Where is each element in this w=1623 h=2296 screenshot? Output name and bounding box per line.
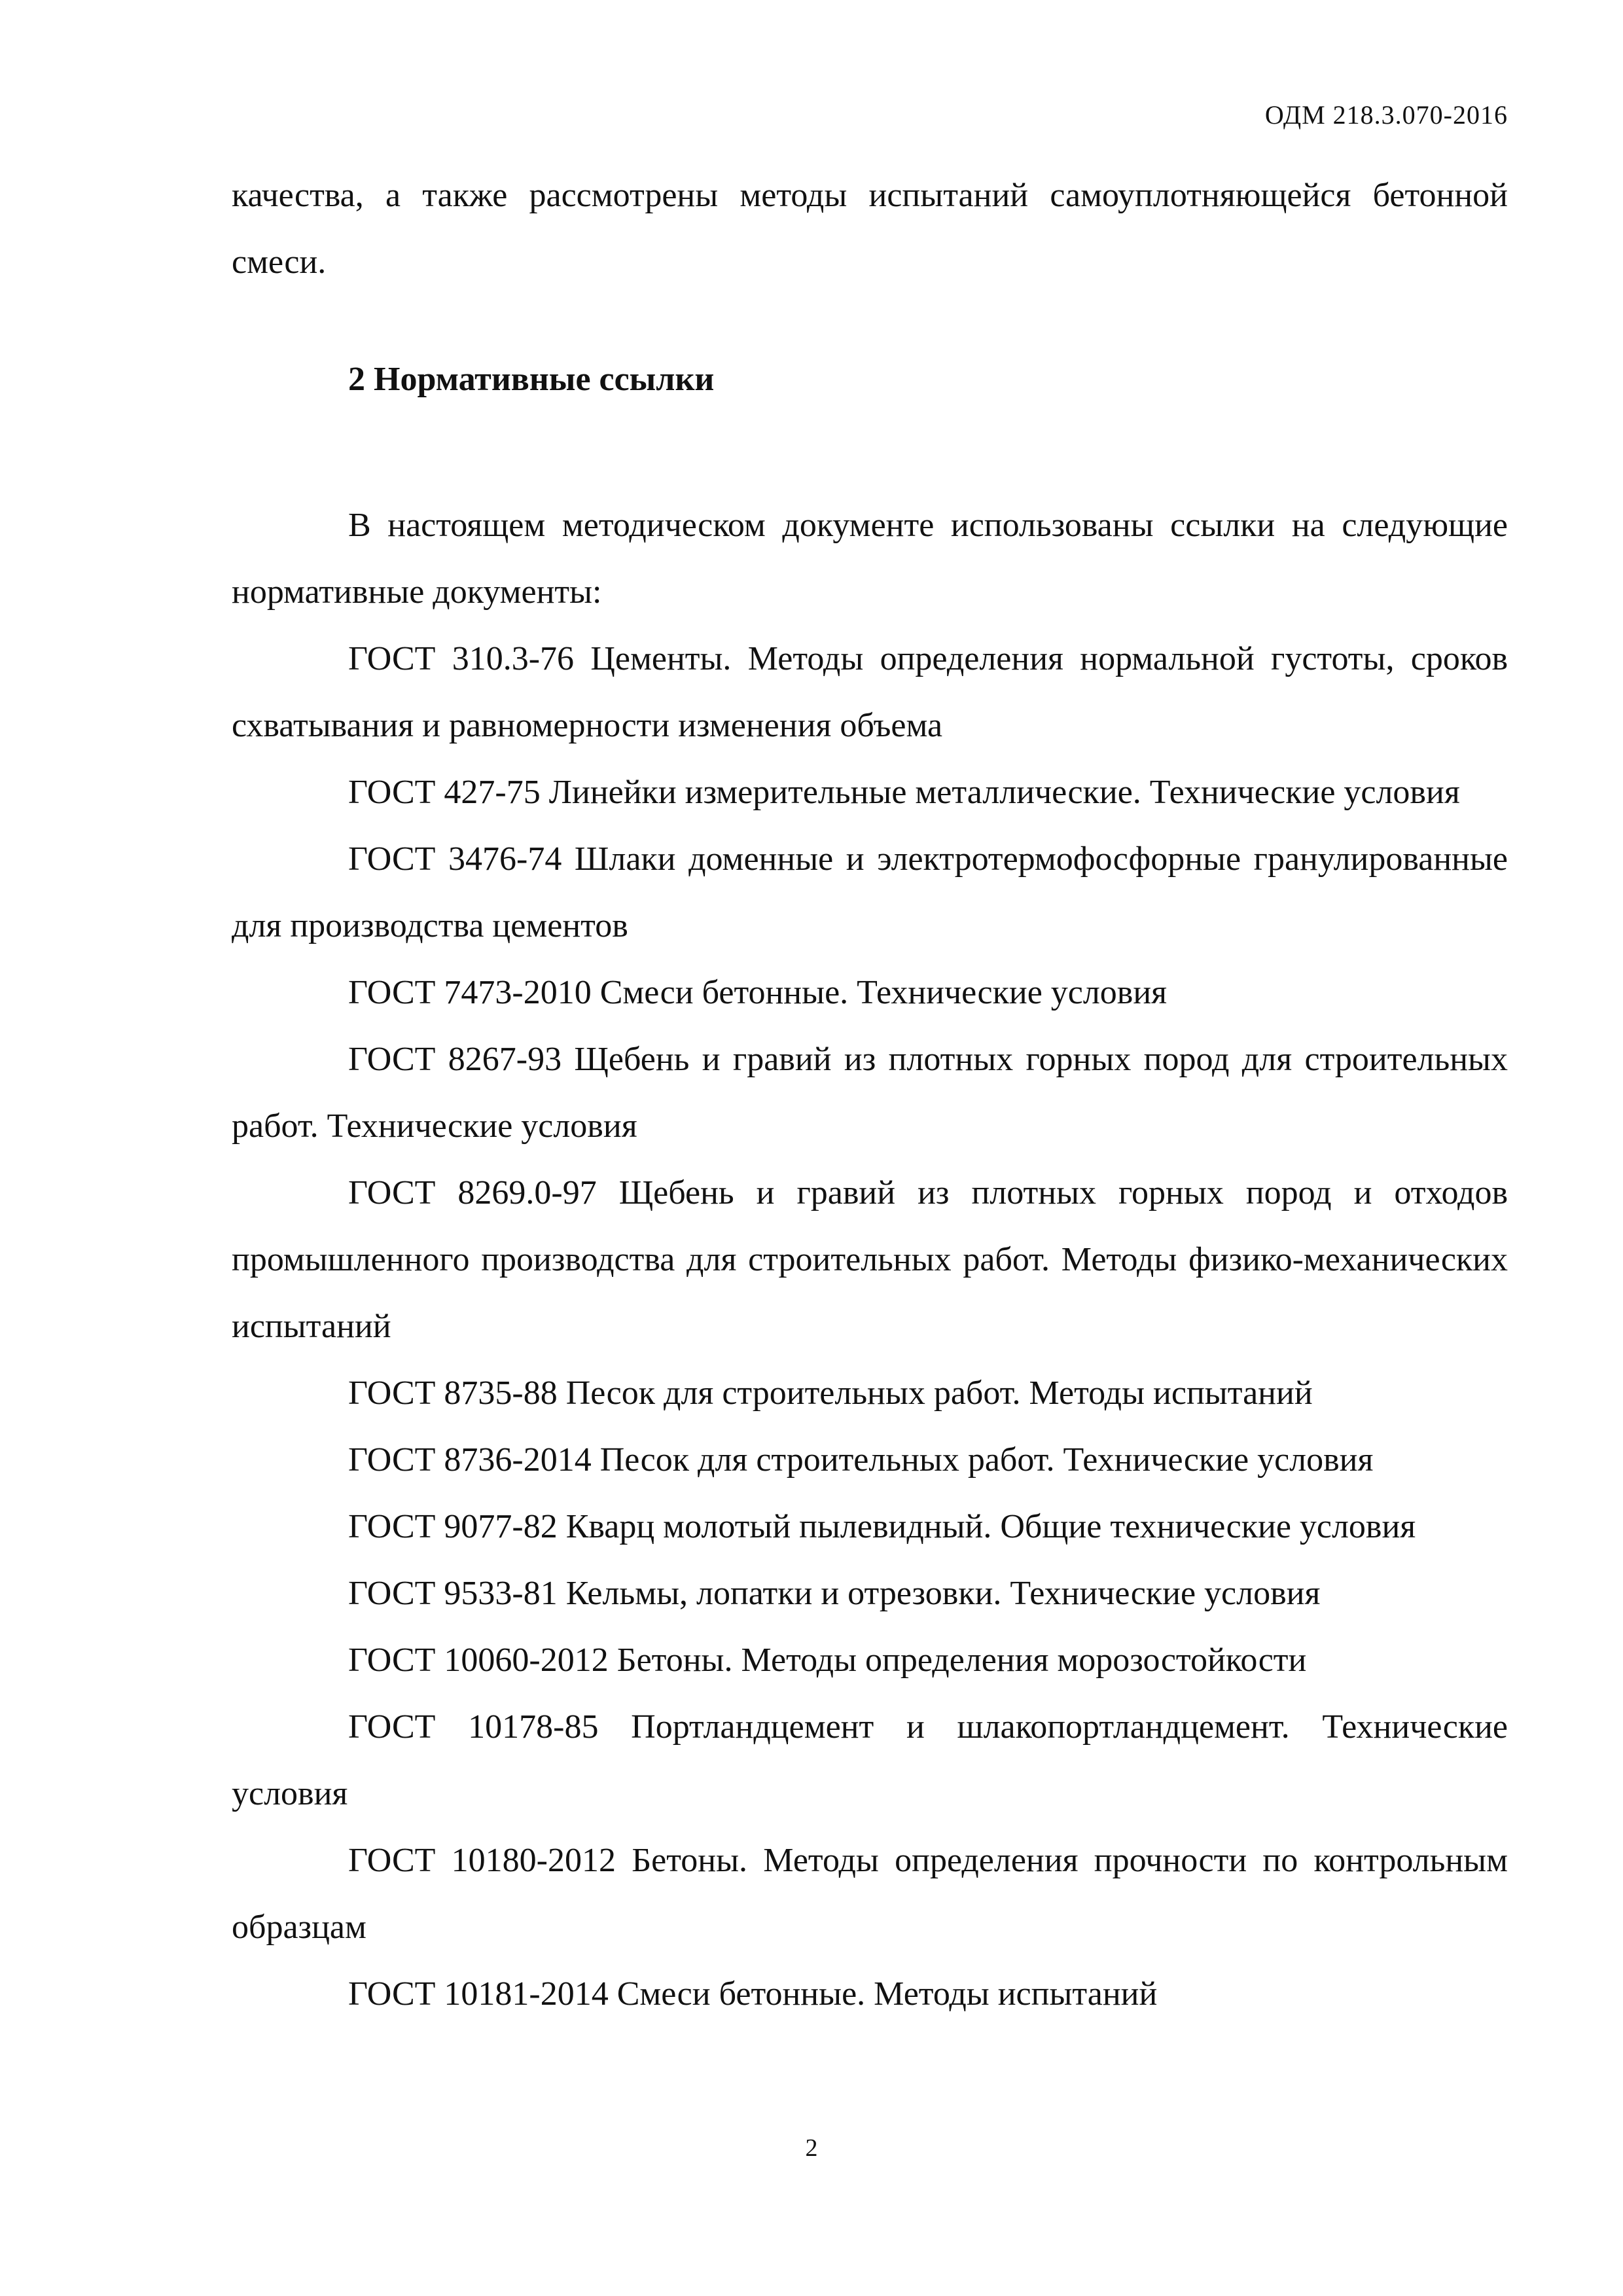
intro-paragraph: качества, а также рассмотрены методы испытаний самоуплотняющейся бетонной смеси. bbox=[232, 177, 1508, 281]
reference-item: ГОСТ 8735-88 Песок для строительных работ. Методы испытаний bbox=[348, 1374, 1313, 1412]
reference-item: ГОСТ 310.3-76 Цементы. Методы определения нормальной густоты, сроков схватывания и равномерности изменения объема bbox=[232, 640, 1508, 744]
reference-item: ГОСТ 8269.0-97 Щебень и гравий из плотных горных пород и отходов промышленного производства для строительных работ. Методы физико-механических испытаний bbox=[232, 1174, 1508, 1345]
reference-item: ГОСТ 10181-2014 Смеси бетонные. Методы испытаний bbox=[348, 1975, 1158, 2013]
references-block bbox=[232, 492, 1508, 2028]
reference-item: ГОСТ 10060-2012 Бетоны. Методы определения морозостойкости bbox=[348, 1641, 1307, 1679]
page-number: 2 bbox=[805, 2134, 818, 2162]
reference-item: ГОСТ 8267-93 Щебень и гравий из плотных горных пород для строительных работ. Технические условия bbox=[232, 1041, 1508, 1145]
section-title: 2 Нормативные ссылки bbox=[348, 361, 715, 398]
intro-block bbox=[232, 162, 1508, 296]
document-code: ОДМ 218.3.070-2016 bbox=[1264, 100, 1508, 130]
reference-item: ГОСТ 10178-85 Портландцемент и шлакопортландцемент. Технические условия bbox=[232, 1708, 1508, 1812]
reference-item: ГОСТ 8736-2014 Песок для строительных работ. Технические условия bbox=[348, 1441, 1374, 1479]
reference-item: ГОСТ 10180-2012 Бетоны. Методы определения прочности по контрольным образцам bbox=[232, 1842, 1508, 1946]
reference-item: ГОСТ 3476-74 Шлаки доменные и электротермофосфорные гранулированные для производства цементов bbox=[232, 840, 1508, 944]
reference-item: ГОСТ 427-75 Линейки измерительные металлические. Технические условия bbox=[348, 774, 1460, 811]
lead-paragraph: В настоящем методическом документе использованы ссылки на следующие нормативные документы: bbox=[232, 507, 1508, 611]
reference-item: ГОСТ 9533-81 Кельмы, лопатки и отрезовки. Технические условия bbox=[348, 1575, 1321, 1612]
reference-item: ГОСТ 9077-82 Кварц молотый пылевидный. Общие технические условия bbox=[348, 1508, 1416, 1545]
reference-item: ГОСТ 7473-2010 Смеси бетонные. Технические условия bbox=[348, 974, 1168, 1011]
